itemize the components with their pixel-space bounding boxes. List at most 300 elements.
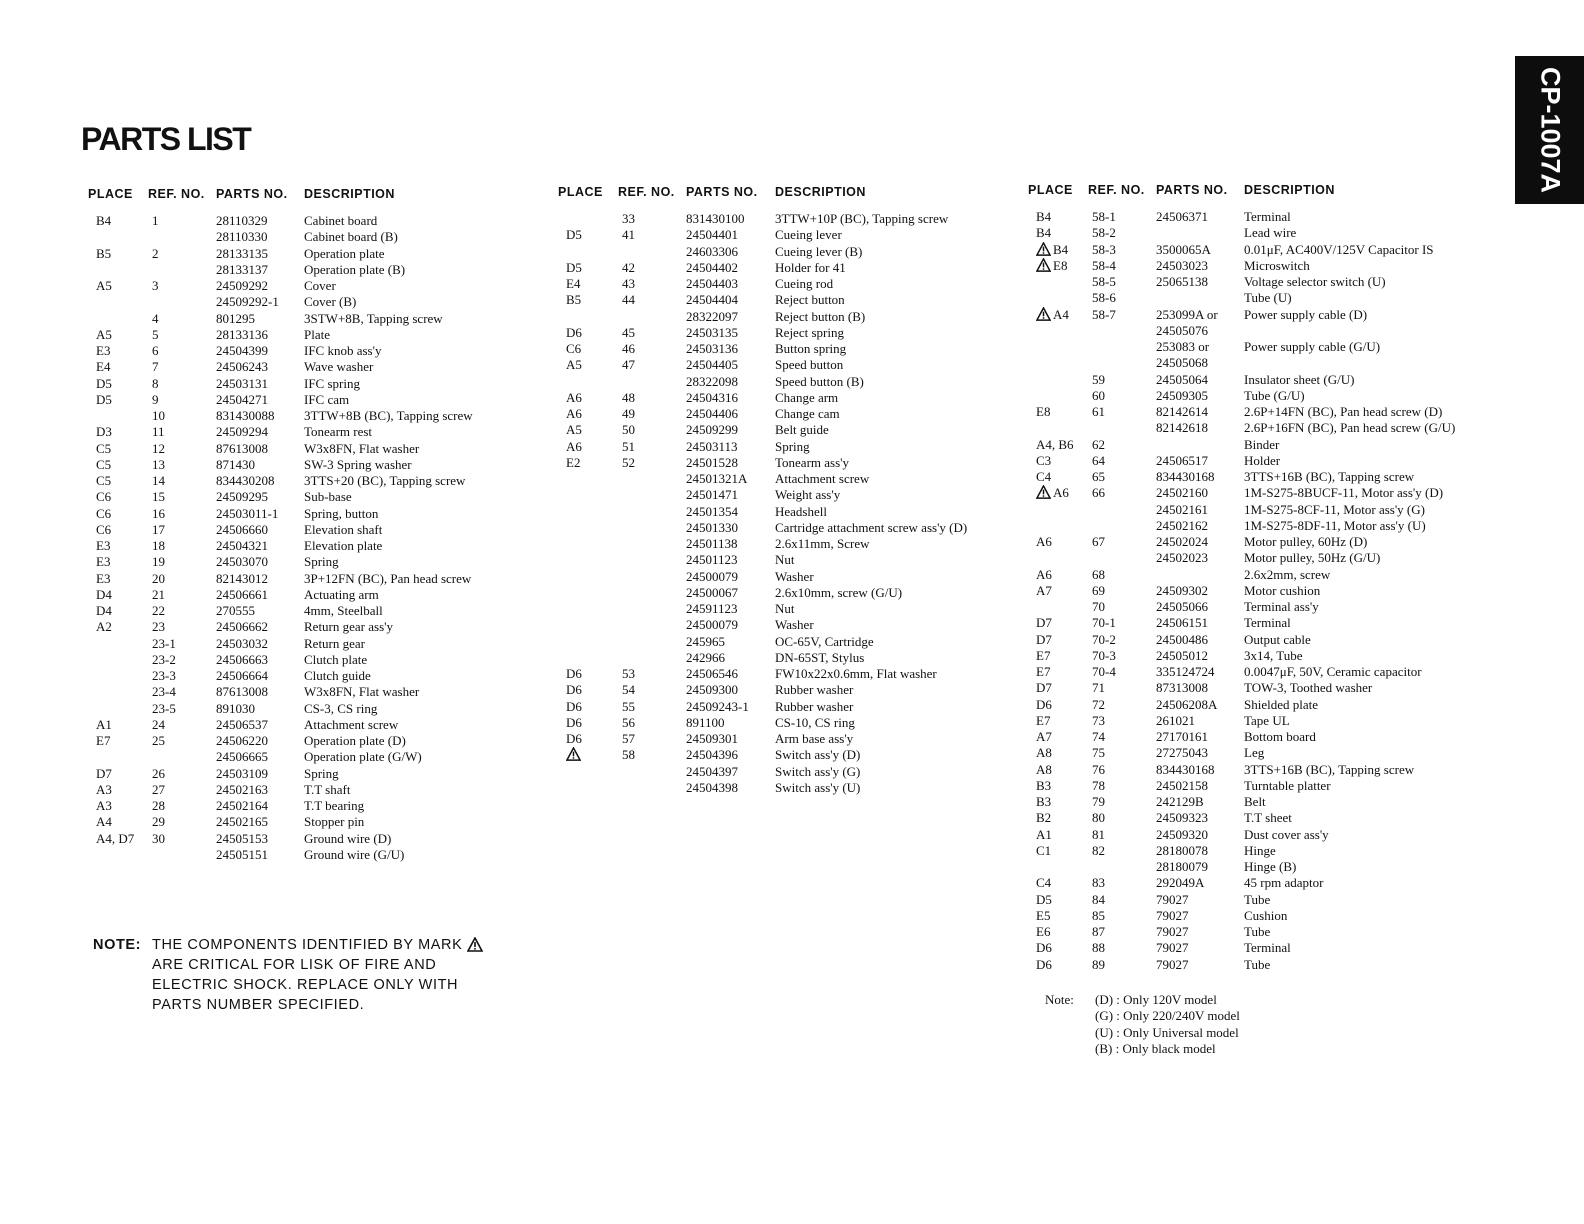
cell-parts-no: 24509243-1 [686, 698, 749, 714]
cell-parts-no: 24505153 [216, 830, 268, 846]
table-row [558, 374, 998, 390]
cell-ref-no: 70 [1092, 599, 1105, 615]
cell-parts-no: 24502023 [1156, 550, 1208, 566]
cell-parts-no: 82142614 [1156, 404, 1208, 420]
cell-description: 3x14, Tube [1244, 647, 1303, 663]
cell-description: Ground wire (D) [304, 830, 392, 846]
table-row [1028, 372, 1498, 388]
cell-place [1028, 258, 1088, 274]
cell-description: Tonearm ass'y [775, 454, 849, 470]
table-row [88, 262, 538, 278]
cell-place [1028, 404, 1088, 420]
model-tab [1515, 56, 1584, 204]
place-value: A7 [1036, 729, 1052, 745]
cell-ref-no: 42 [622, 259, 635, 275]
cell-description: Cartridge attachment screw ass'y (D) [775, 519, 968, 535]
cell-description: Rubber washer [775, 682, 854, 698]
cell-ref-no: 80 [1092, 810, 1105, 826]
cell-description: Power supply cable (D) [1244, 306, 1368, 322]
cell-ref-no: 44 [622, 292, 635, 308]
table-row [1028, 664, 1498, 680]
cell-parts-no: 24504401 [686, 227, 738, 243]
header-place: PLACE [558, 185, 603, 199]
cell-place [88, 343, 148, 359]
cell-ref-no: 56 [622, 714, 635, 730]
cell-description: 2.6x2mm, screw [1244, 566, 1331, 582]
cell-description: Washer [775, 617, 814, 633]
cell-description: Spring [304, 765, 339, 781]
table-row [88, 619, 538, 635]
cell-description: Clutch plate [304, 651, 368, 667]
place-value: A6 [1036, 566, 1052, 582]
cell-description: Change arm [775, 389, 839, 405]
cell-description: 3TTS+16B (BC), Tapping screw [1244, 761, 1415, 777]
cell-parts-no: 24504402 [686, 259, 738, 275]
cell-ref-no: 87 [1092, 924, 1105, 940]
place-value: A6 [566, 389, 582, 405]
note-line-3: ELECTRIC SHOCK. REPLACE ONLY WITH [152, 977, 459, 993]
cell-place [1028, 680, 1088, 696]
legend-item: (B) : Only black model [1095, 1041, 1216, 1057]
cell-parts-no: 24504399 [216, 343, 268, 359]
warning-triangle-icon [1036, 485, 1051, 499]
cell-description: Belt guide [775, 422, 829, 438]
cell-description: Tube [1244, 924, 1271, 940]
cell-description: 3STW+8B, Tapping screw [304, 310, 443, 326]
place-value: C4 [1036, 875, 1052, 891]
cell-ref-no: 4 [152, 310, 159, 326]
cell-description: Terminal ass'y [1244, 599, 1319, 615]
cell-place [88, 782, 148, 798]
table-row [88, 782, 538, 798]
place-value: D6 [1036, 956, 1052, 972]
header-ref-no: REF. NO. [1088, 183, 1145, 197]
cell-place [1028, 729, 1088, 745]
parts-rows [1028, 209, 1498, 973]
header-parts-no: PARTS NO. [686, 185, 758, 199]
table-row [88, 376, 538, 392]
cell-parts-no: 891100 [686, 714, 725, 730]
header-ref-no: REF. NO. [618, 185, 675, 199]
cell-parts-no: 24506664 [216, 668, 268, 684]
cell-description: Attachment screw [775, 471, 870, 487]
cell-description: Headshell [775, 503, 827, 519]
cell-place [88, 766, 148, 782]
cell-parts-no: 24500079 [686, 568, 738, 584]
cell-parts-no: 28110330 [216, 229, 268, 245]
cell-parts-no: 24509305 [1156, 387, 1208, 403]
cell-ref-no: 52 [622, 454, 635, 470]
cell-place [1028, 827, 1088, 843]
table-row [88, 814, 538, 830]
cell-parts-no: 28133135 [216, 245, 268, 261]
cell-ref-no: 6 [152, 343, 159, 359]
cell-description: Motor cushion [1244, 582, 1321, 598]
cell-ref-no: 13 [152, 456, 165, 472]
cell-description: Microswitch [1244, 257, 1310, 273]
cell-place [88, 814, 148, 830]
model-tab-label: CP-1007A [1535, 66, 1565, 194]
table-row [1028, 892, 1498, 908]
cell-parts-no: 24500079 [686, 617, 738, 633]
cell-ref-no: 14 [152, 473, 165, 489]
cell-description: Weight ass'y [775, 487, 841, 503]
cell-description: Shielded plate [1244, 696, 1319, 712]
table-row [88, 538, 538, 554]
place-value: D7 [96, 765, 112, 781]
cell-parts-no: 27275043 [1156, 745, 1208, 761]
cell-ref-no: 66 [1092, 485, 1105, 501]
cell-ref-no: 8 [152, 375, 159, 391]
cell-parts-no: 335124724 [1156, 664, 1215, 680]
cell-ref-no: 3 [152, 278, 159, 294]
table-row [1028, 502, 1498, 518]
cell-place [1028, 485, 1088, 501]
cell-parts-no: 24506243 [216, 359, 268, 375]
table-row [88, 603, 538, 619]
cell-ref-no: 47 [622, 357, 635, 373]
place-value: A1 [1036, 826, 1052, 842]
cell-ref-no: 58-3 [1092, 241, 1116, 257]
cell-place [558, 406, 618, 422]
cell-place [1028, 924, 1088, 940]
cell-ref-no: 69 [1092, 582, 1105, 598]
cell-place [558, 422, 618, 438]
cell-parts-no: 82142618 [1156, 420, 1208, 436]
table-row [1028, 680, 1498, 696]
place-value: A3 [96, 781, 112, 797]
cell-parts-no: 28322098 [686, 373, 738, 389]
cell-description: Switch ass'y (U) [775, 779, 861, 795]
warning-triangle-icon [1036, 258, 1051, 272]
table-row [88, 798, 538, 814]
place-value: B2 [1036, 810, 1052, 826]
cell-place [88, 733, 148, 749]
cell-ref-no: 22 [152, 603, 165, 619]
place-value: A6 [1053, 485, 1069, 501]
table-row [1028, 404, 1498, 420]
cell-description: Clutch guide [304, 668, 371, 684]
column-header [88, 180, 538, 208]
cell-parts-no: 24504404 [686, 292, 738, 308]
table-row [558, 244, 998, 260]
table-row [88, 652, 538, 668]
table-row [88, 506, 538, 522]
cell-place [558, 341, 618, 357]
cell-parts-no: 831430088 [216, 408, 275, 424]
table-row [1028, 567, 1498, 583]
table-row [1028, 713, 1498, 729]
table-row [558, 227, 998, 243]
cell-parts-no: 24509299 [686, 422, 738, 438]
place-value: D4 [96, 603, 112, 619]
cell-place [88, 798, 148, 814]
cell-ref-no: 62 [1092, 436, 1105, 452]
cell-ref-no: 58-4 [1092, 257, 1116, 273]
place-value: B3 [1036, 777, 1052, 793]
cell-ref-no: 51 [622, 438, 635, 454]
warning-triangle-icon [566, 747, 581, 761]
cell-ref-no: 73 [1092, 712, 1105, 728]
cell-parts-no: 28133136 [216, 326, 268, 342]
cell-ref-no: 58-2 [1092, 225, 1116, 241]
cell-description: 0.0047μF, 50V, Ceramic capacitor [1244, 664, 1422, 680]
cell-description: 3TTW+10P (BC), Tapping screw [775, 211, 949, 227]
cell-description: Operation plate (D) [304, 733, 406, 749]
place-value: E7 [96, 733, 111, 749]
table-row [88, 424, 538, 440]
cell-description: Cueing lever (B) [775, 243, 863, 259]
cell-parts-no: 24504406 [686, 406, 738, 422]
cell-parts-no: 24501471 [686, 487, 738, 503]
cell-ref-no: 33 [622, 211, 635, 227]
cell-description: Attachment screw [304, 716, 399, 732]
cell-place [1028, 794, 1088, 810]
cell-description: 3TTW+8B (BC), Tapping screw [304, 408, 473, 424]
cell-parts-no: 24502162 [1156, 517, 1208, 533]
cell-parts-no: 24501528 [686, 454, 738, 470]
cell-ref-no: 28 [152, 798, 165, 814]
cell-ref-no: 16 [152, 505, 165, 521]
parts-column-1 [88, 180, 538, 863]
cell-ref-no: 70-3 [1092, 647, 1116, 663]
cell-ref-no: 27 [152, 781, 165, 797]
place-value: A5 [566, 422, 582, 438]
cell-description: Change cam [775, 406, 840, 422]
table-row [558, 455, 998, 471]
table-row [558, 487, 998, 503]
cell-ref-no: 25 [152, 733, 165, 749]
cell-parts-no: 24501321A [686, 471, 748, 487]
cell-parts-no: 24503135 [686, 324, 738, 340]
cell-parts-no: 28180079 [1156, 859, 1208, 875]
table-row [558, 520, 998, 536]
cell-parts-no: 24505076 [1156, 322, 1208, 338]
cell-parts-no: 24503011-1 [216, 505, 279, 521]
cell-ref-no: 7 [152, 359, 159, 375]
cell-parts-no: 87613008 [216, 440, 268, 456]
cell-description: 1M-S275-8BUCF-11, Motor ass'y (D) [1244, 485, 1444, 501]
cell-description: Spring, button [304, 505, 379, 521]
cell-place [88, 538, 148, 554]
table-row [558, 585, 998, 601]
cell-description: Cabinet board [304, 213, 378, 229]
table-row [558, 439, 998, 455]
cell-description: Cover (B) [304, 294, 357, 310]
cell-ref-no: 50 [622, 422, 635, 438]
table-row [558, 747, 998, 763]
cell-place [88, 489, 148, 505]
cell-parts-no: 24501123 [686, 552, 738, 568]
cell-parts-no: 24502161 [1156, 501, 1208, 517]
cell-description: Elevation shaft [304, 521, 383, 537]
table-row [88, 473, 538, 489]
table-row [558, 536, 998, 552]
table-row [558, 211, 998, 227]
place-value: E2 [566, 454, 581, 470]
cell-parts-no: 245965 [686, 633, 725, 649]
cell-ref-no: 43 [622, 276, 635, 292]
cell-parts-no: 831430100 [686, 211, 745, 227]
cell-description: Sub-base [304, 489, 352, 505]
cell-ref-no: 79 [1092, 794, 1105, 810]
table-row [88, 847, 538, 863]
cell-description: 2.6P+14FN (BC), Pan head screw (D) [1244, 404, 1443, 420]
cell-description: CS-10, CS ring [775, 714, 855, 730]
place-value: C5 [96, 473, 112, 489]
table-row [88, 749, 538, 765]
cell-description: 3TTS+20 (BC), Tapping screw [304, 473, 466, 489]
cell-ref-no: 82 [1092, 842, 1105, 858]
cell-ref-no: 53 [622, 666, 635, 682]
cell-ref-no: 85 [1092, 907, 1105, 923]
cell-place [88, 506, 148, 522]
table-row [558, 390, 998, 406]
legend-item: (G) : Only 220/240V model [1095, 1008, 1240, 1024]
table-row [558, 292, 998, 308]
table-row [1028, 924, 1498, 940]
warning-triangle-icon [1036, 242, 1051, 256]
cell-parts-no: 79027 [1156, 907, 1189, 923]
parts-rows [558, 211, 998, 796]
table-row [1028, 843, 1498, 859]
cell-ref-no: 23-3 [152, 668, 176, 684]
table-row [88, 733, 538, 749]
cell-place [558, 455, 618, 471]
cell-place [88, 619, 148, 635]
cell-description: Belt [1244, 794, 1266, 810]
table-row [1028, 648, 1498, 664]
cell-description: Power supply cable (G/U) [1244, 339, 1381, 355]
cell-parts-no: 79027 [1156, 924, 1189, 940]
table-row [88, 294, 538, 310]
cell-ref-no: 75 [1092, 745, 1105, 761]
table-row [1028, 258, 1498, 274]
cell-description: Actuating arm [304, 586, 379, 602]
cell-place [88, 278, 148, 294]
place-value: D6 [566, 731, 582, 747]
cell-description: Operation plate [304, 245, 385, 261]
place-value: E8 [1036, 404, 1051, 420]
place-value: D5 [96, 375, 112, 391]
warning-triangle-icon [1036, 307, 1051, 321]
cell-parts-no: 834430168 [1156, 761, 1215, 777]
place-value: A5 [96, 326, 112, 342]
cell-description: Tube (G/U) [1244, 387, 1305, 403]
place-value: D7 [1036, 615, 1052, 631]
table-row [88, 587, 538, 603]
parts-rows [88, 213, 538, 863]
place-value: A6 [566, 438, 582, 454]
cell-ref-no: 58-5 [1092, 274, 1116, 290]
cell-parts-no: 24503109 [216, 765, 268, 781]
cell-place [1028, 437, 1088, 453]
place-value: D5 [566, 259, 582, 275]
cell-ref-no: 78 [1092, 777, 1105, 793]
cell-ref-no: 49 [622, 406, 635, 422]
cell-description: 2.6x10mm, screw (G/U) [775, 584, 903, 600]
cell-description: Tube [1244, 891, 1271, 907]
cell-description: Elevation plate [304, 538, 383, 554]
cell-ref-no: 23 [152, 619, 165, 635]
cell-parts-no: 24504397 [686, 763, 738, 779]
cell-place [558, 731, 618, 747]
table-row [88, 701, 538, 717]
cell-parts-no: 24509300 [686, 682, 738, 698]
cell-description: SW-3 Spring washer [304, 456, 412, 472]
cell-description: Holder [1244, 452, 1281, 468]
cell-place [1028, 583, 1088, 599]
header-place: PLACE [1028, 183, 1073, 197]
cell-ref-no: 1 [152, 213, 159, 229]
cell-description: Operation plate (G/W) [304, 749, 422, 765]
cell-description: Cushion [1244, 907, 1288, 923]
cell-ref-no: 57 [622, 731, 635, 747]
cell-parts-no: 87313008 [1156, 680, 1208, 696]
cell-parts-no: 24509294 [216, 424, 268, 440]
cell-ref-no: 21 [152, 586, 165, 602]
note-line-1: THE COMPONENTS IDENTIFIED BY MARK [152, 937, 463, 953]
cell-place [88, 457, 148, 473]
cell-place [88, 831, 148, 847]
place-value: A2 [96, 619, 112, 635]
column-header [558, 178, 998, 206]
cell-description: Leg [1244, 745, 1265, 761]
place-value: B4 [96, 213, 112, 229]
cell-description: Ground wire (G/U) [304, 846, 405, 862]
cell-parts-no: 801295 [216, 310, 255, 326]
table-row [1028, 615, 1498, 631]
place-value: E3 [96, 570, 111, 586]
cell-parts-no: 3500065A [1156, 241, 1211, 257]
place-value: A6 [1036, 534, 1052, 550]
table-row [558, 682, 998, 698]
table-row [1028, 697, 1498, 713]
note-label: NOTE: [93, 937, 142, 953]
cell-place [88, 587, 148, 603]
cell-ref-no: 18 [152, 538, 165, 554]
cell-place [1028, 209, 1088, 225]
cell-parts-no: 28133137 [216, 261, 268, 277]
cell-parts-no: 24506151 [1156, 615, 1208, 631]
cell-ref-no: 12 [152, 440, 165, 456]
cell-description: Motor pulley, 50Hz (G/U) [1244, 550, 1381, 566]
place-value: B4 [1036, 209, 1052, 225]
cell-place [1028, 697, 1088, 713]
table-row [558, 325, 998, 341]
cell-description: Cueing rod [775, 276, 834, 292]
page-title: PARTS LIST [81, 121, 251, 157]
cell-place [558, 682, 618, 698]
table-row [1028, 745, 1498, 761]
cell-place [558, 276, 618, 292]
cell-parts-no: 24504403 [686, 276, 738, 292]
place-value: C6 [96, 521, 112, 537]
table-row [1028, 908, 1498, 924]
cell-ref-no: 65 [1092, 469, 1105, 485]
place-value: C5 [96, 440, 112, 456]
cell-place [1028, 534, 1088, 550]
cell-ref-no: 81 [1092, 826, 1105, 842]
cell-description: Reject button [775, 292, 845, 308]
cell-parts-no: 24504316 [686, 389, 738, 405]
table-row [1028, 957, 1498, 973]
table-row [88, 359, 538, 375]
table-row [1028, 794, 1498, 810]
table-row [558, 650, 998, 666]
cell-description: W3x8FN, Flat washer [304, 684, 420, 700]
cell-description: Cabinet board (B) [304, 229, 398, 245]
